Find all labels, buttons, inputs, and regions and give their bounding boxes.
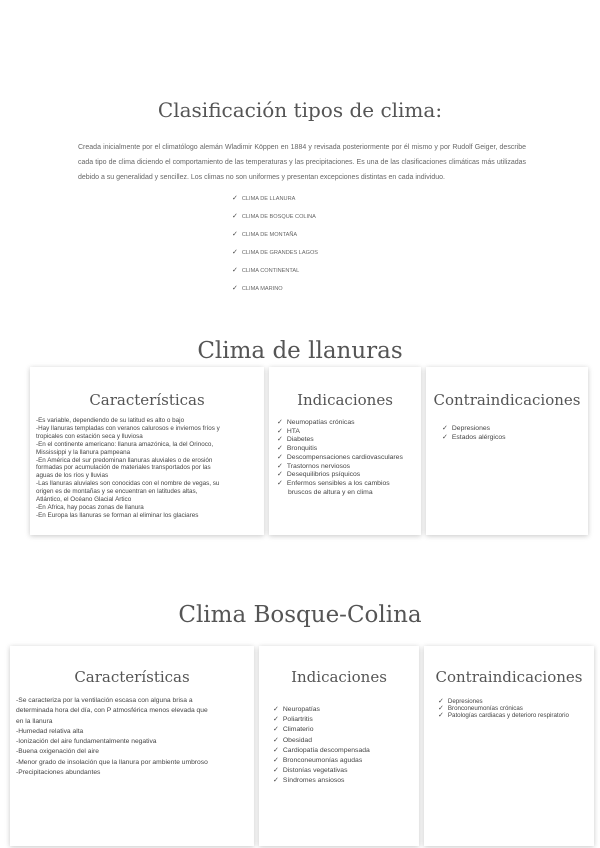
climate-item-label: CLIMA MARINO	[241, 286, 283, 292]
indicaciones-list	[259, 686, 419, 787]
section-title-llanuras: Clima de llanuras	[197, 338, 403, 364]
text-line: -En África, hay pocas zonas de llanura	[36, 503, 144, 511]
item-label: Depresiones	[447, 698, 483, 705]
list-item	[438, 712, 590, 719]
check-icon: ✓	[277, 436, 283, 444]
check-icon: ✓	[273, 726, 279, 734]
list-item	[442, 424, 584, 433]
list-item	[277, 445, 417, 454]
check-icon: ✓	[273, 746, 279, 754]
item-label: Neumopatías crónicas	[286, 419, 355, 426]
item-label: Enfermos sensibles a los cambios	[286, 479, 390, 487]
list-item	[273, 725, 415, 735]
list-item	[232, 190, 318, 208]
item-label: Depresiones	[451, 425, 491, 432]
section-title-bosque-colina: Clima Bosque-Colina	[178, 602, 422, 628]
list-item	[232, 208, 318, 226]
check-icon: ✓	[273, 706, 279, 713]
list-item	[273, 776, 415, 786]
list-item	[277, 454, 417, 463]
text-line: -Hay llanuras templadas con veranos calurosos e inviernos fríos y	[36, 424, 220, 432]
item-label: Patologías cardiacas y deterioro respiratorio	[447, 712, 569, 719]
contraindicaciones-list	[426, 409, 588, 442]
text-line: tropicales con estación seca y lluviosa	[36, 432, 143, 440]
check-icon: ✓	[273, 716, 279, 724]
item-label: Bronconeumonías crónicas	[447, 705, 523, 712]
item-label: Desequilibrios psíquicos	[286, 471, 361, 479]
list-item	[232, 244, 318, 262]
card-heading: Contraindicaciones	[433, 391, 581, 409]
item-label: Poliartritis	[282, 716, 313, 724]
text-line: Mississippi y la llanura pampeana	[36, 448, 131, 456]
climate-item-label: CLIMA DE LLANURA	[241, 196, 296, 202]
item-label: Climaterio	[282, 726, 314, 734]
text-line: -Se caracteriza por la ventilación escasa con alguna brisa a	[16, 697, 193, 704]
text-line: -En América del sur predominan llanuras aluviales o de erosión	[36, 456, 213, 464]
check-icon: ✓	[273, 736, 279, 744]
list-item	[277, 471, 417, 480]
item-label: Bronquitis	[286, 445, 318, 453]
check-icon: ✓	[232, 249, 238, 256]
list-item	[273, 746, 415, 756]
list-item	[277, 419, 417, 428]
list-item	[232, 226, 318, 244]
check-icon: ✓	[232, 195, 238, 202]
list-item	[277, 436, 417, 445]
item-label: Bronconeumonías agudas	[282, 757, 363, 765]
list-item	[232, 280, 318, 298]
check-icon: ✓	[442, 425, 448, 432]
list-item	[232, 262, 318, 280]
list-item	[273, 705, 415, 715]
list-item	[273, 715, 415, 725]
intro-paragraph: Creada inicialmente por el climatólogo alemán Wladimir Köppen en 1884 y revisada posteriormente por él mismo y por Rudolf Geiger, describe cada tipo de clima diciendo el comportamiento de las temperaturas y las precipitaciones. Es una de las clasificaciones climáticas más utilizadas debido a su generalidad y sencillez. Los climas no son uniformes y presentan excepciones distintas en cada individuo.	[78, 144, 526, 181]
item-label: Estados alérgicos	[451, 434, 506, 441]
climate-list	[232, 190, 318, 298]
list-item	[273, 736, 415, 746]
item-label: Neuropatías	[282, 706, 320, 713]
climate-item-label: CLIMA DE GRANDES LAGOS	[241, 250, 319, 256]
text-line: -Humedad relativa alta	[16, 727, 84, 735]
text-line: -En Europa las llanuras se forman al eliminar los glaciares	[36, 511, 199, 519]
check-icon: ✓	[277, 453, 283, 461]
check-icon: ✓	[232, 267, 238, 274]
text-line: aguas de los ríos y lluvias	[36, 472, 109, 480]
list-item	[277, 428, 417, 437]
text-line: Atlántico, el Océano Glacial Ártico	[36, 496, 132, 504]
check-icon: ✓	[277, 419, 283, 426]
text-line: -En el continente americano: llanura amazónica, la del Orinoco,	[36, 440, 214, 448]
list-item	[442, 433, 584, 442]
text-line: -Ionización del aire fundamentalmente negativa	[16, 738, 157, 746]
check-icon: ✓	[232, 231, 238, 238]
check-icon: ✓	[232, 213, 238, 220]
item-label: Distonías vegetativas	[282, 767, 348, 775]
text-line: en la llanura	[16, 717, 53, 725]
check-icon: ✓	[438, 712, 444, 719]
item-label: Trastornos nerviosos	[286, 462, 351, 470]
contraindicaciones-list	[424, 686, 594, 719]
text-line: determinada hora del día, con P atmosférica menos elevada que	[16, 707, 208, 715]
check-icon: ✓	[277, 427, 283, 435]
climate-item-label: CLIMA DE MONTAÑA	[241, 232, 298, 238]
card-caracteristicas-bosque	[10, 646, 254, 846]
card-heading: Características	[74, 668, 190, 686]
list-item	[277, 489, 417, 498]
check-icon: ✓	[277, 479, 283, 487]
item-label: HTA	[286, 427, 300, 435]
card-caracteristicas-llanuras	[30, 367, 264, 535]
list-item	[438, 705, 590, 712]
list-item	[277, 463, 417, 472]
climate-item-label: CLIMA DE BOSQUE COLINA	[241, 214, 316, 220]
text-line: -Las llanuras aluviales son conocidas con el nombre de vegas, su	[36, 480, 220, 488]
climate-item-label: CLIMA CONTINENTAL	[241, 268, 300, 274]
check-icon: ✓	[277, 471, 283, 479]
indicaciones-list	[269, 409, 421, 497]
item-label: Descompensaciones cardiovasculares	[286, 453, 403, 461]
card-indicaciones-llanuras	[269, 367, 421, 535]
check-icon: ✓	[277, 445, 283, 453]
card-heading: Indicaciones	[297, 391, 393, 409]
card-contraindicaciones-bosque	[424, 646, 594, 846]
list-item	[438, 698, 590, 705]
card-heading: Contraindicaciones	[435, 668, 583, 686]
list-item	[273, 756, 415, 766]
text-line: -Es variable, dependiendo de su latitud es alto o bajo	[36, 417, 185, 424]
card-text	[10, 686, 254, 778]
item-label: Cardiopatía descompensada	[282, 746, 370, 754]
page-title: Clasificación tipos de clima:	[157, 98, 443, 122]
text-line: -Precipitaciones abundantes	[16, 769, 101, 777]
check-icon: ✓	[273, 767, 279, 775]
text-line: -Buena oxigenación del aire	[16, 748, 99, 756]
item-label: Diabetes	[286, 436, 314, 444]
list-item	[273, 766, 415, 776]
card-indicaciones-bosque	[259, 646, 419, 846]
card-heading: Indicaciones	[291, 668, 387, 686]
check-icon: ✓	[232, 285, 238, 292]
check-icon: ✓	[442, 434, 448, 441]
check-icon: ✓	[438, 698, 444, 705]
text-line: formadas por acumulación de materiales transportados por las	[36, 464, 211, 472]
text-line: origen es de montañas y se encuentran en latitudes altas,	[36, 488, 198, 496]
list-item	[277, 480, 417, 489]
card-contraindicaciones-llanuras	[426, 367, 588, 535]
item-label: Obesidad	[282, 736, 312, 744]
item-label: Síndromes ansiosos	[282, 777, 345, 785]
check-icon: ✓	[273, 757, 279, 765]
check-icon: ✓	[273, 777, 279, 785]
card-heading: Características	[89, 391, 205, 409]
check-icon: ✓	[438, 705, 444, 712]
text-line: -Menor grado de insolación que la llanura por ambiente umbroso	[16, 758, 208, 766]
item-label: bruscos de altura y en clima	[288, 488, 373, 496]
check-icon: ✓	[277, 462, 283, 470]
card-text	[30, 409, 264, 520]
